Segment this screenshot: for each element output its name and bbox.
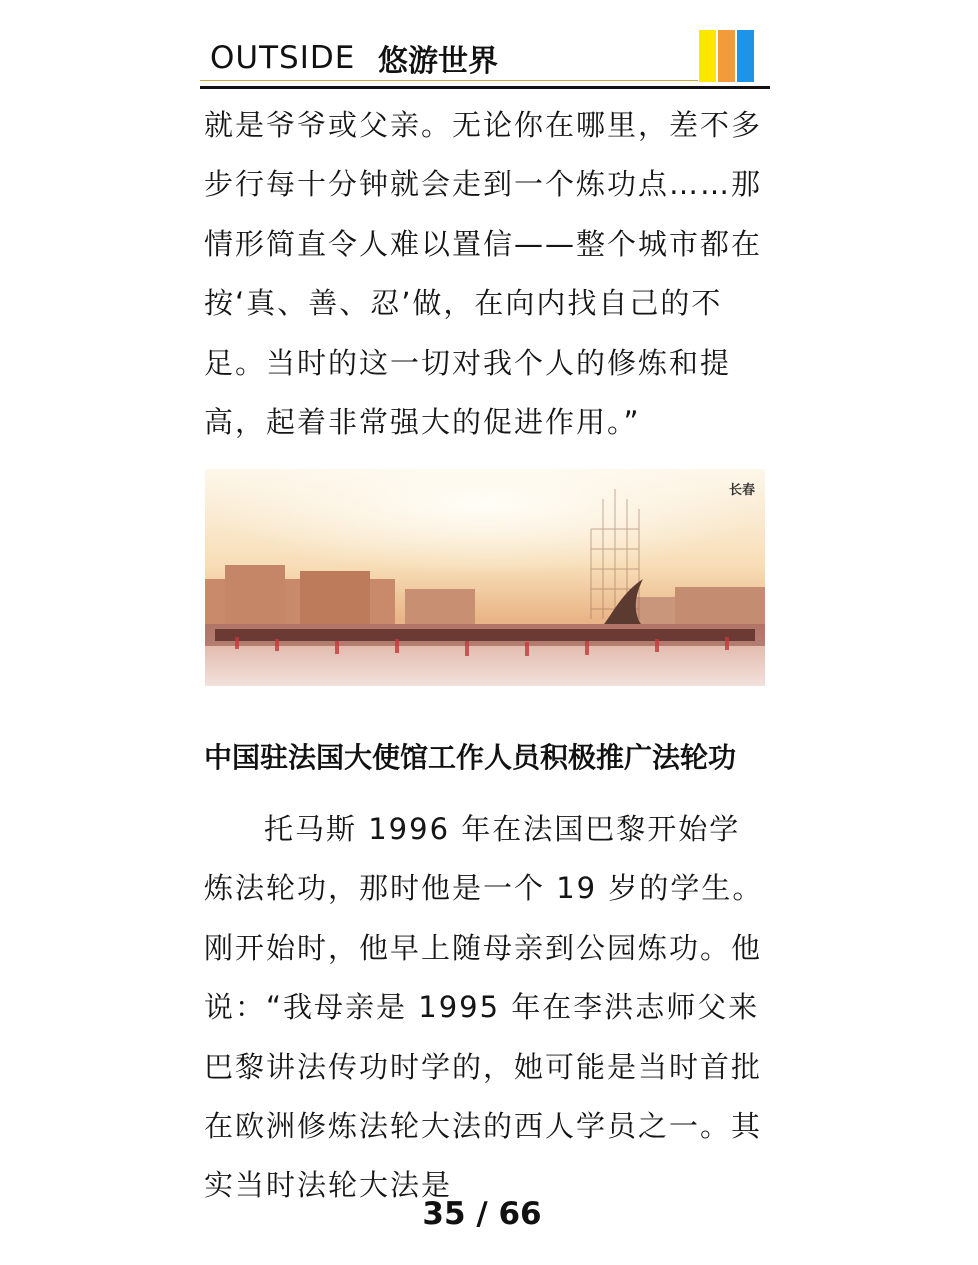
header-rule bbox=[200, 86, 770, 89]
body-paragraph-2: 托马斯 1996 年在法国巴黎开始学炼法轮功，那时他是一个 19 岁的学生。刚开始时，他早上随母亲到公园炼功。他说：“我母亲是 1995 年在李洪志师父来巴黎讲法传功时学的，她可能是当时首批在欧洲修炼法轮大法的西人学员之一。其实当时法轮大法是 bbox=[204, 812, 764, 1203]
brand-title-cn: 悠游世界 bbox=[378, 44, 498, 79]
page-number: 35 / 66 bbox=[422, 1196, 542, 1232]
crowd-photo bbox=[205, 469, 765, 686]
header-thin-rule bbox=[200, 80, 698, 81]
yellow-bar bbox=[699, 30, 716, 82]
brand-color-bars bbox=[699, 30, 756, 82]
orange-bar bbox=[718, 30, 735, 82]
photo-caption: 长春 bbox=[728, 483, 755, 498]
section-heading: 中国驻法国大使馆工作人员积极推广法轮功 bbox=[204, 741, 737, 774]
crowd-photo-illustration bbox=[205, 469, 765, 686]
brand-title-en: OUTSIDE bbox=[210, 40, 356, 76]
body-paragraph-1: 就是爷爷或父亲。无论你在哪里，差不多步行每十分钟就会走到一个炼功点……那情形简直令人难以置信——整个城市都在按‘真、善、忍’做，在向内找自己的不足。当时的这一切对我个人的修炼和提高，起着非常强大的促进作用。” bbox=[204, 108, 763, 440]
page-header bbox=[200, 28, 770, 88]
blue-bar bbox=[737, 30, 754, 82]
